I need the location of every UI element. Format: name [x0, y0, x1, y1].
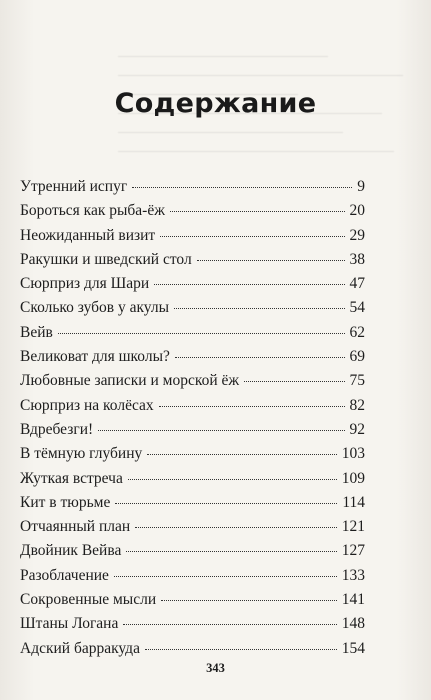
dot-leader: [159, 406, 345, 407]
toc-entry-title: Сколько зубов у акулы: [20, 299, 170, 317]
toc-entry: [20, 445, 365, 469]
toc-entry-title: Ракушки и шведский стол: [20, 250, 192, 268]
toc-entry-page: 133: [341, 566, 365, 584]
dot-leader: [174, 308, 344, 309]
toc-entry-title: Вейв: [20, 323, 53, 341]
toc-entry-title: Жуткая встреча: [20, 469, 123, 487]
toc-entry-page: 114: [342, 493, 365, 511]
table-of-contents: [20, 178, 365, 664]
toc-entry-page: 62: [349, 323, 365, 341]
toc-entry: [20, 421, 365, 445]
toc-entry: [20, 615, 365, 639]
toc-entry-page: 148: [341, 615, 365, 633]
toc-entry-title: Адский барракуда: [20, 639, 140, 657]
toc-entry-page: 127: [341, 542, 365, 560]
toc-entry-page: 54: [349, 299, 365, 317]
toc-entry: [20, 178, 365, 202]
toc-entry-title: Двойник Вейва: [20, 542, 122, 560]
toc-entry-page: 47: [349, 275, 365, 293]
toc-entry-page: 92: [349, 420, 365, 438]
toc-entry-title: Штаны Логана: [20, 615, 119, 633]
toc-entry: [20, 251, 365, 275]
toc-entry-title: Великоват для школы?: [20, 348, 170, 366]
dot-leader: [135, 527, 337, 528]
dot-leader: [114, 576, 337, 577]
dot-leader: [126, 551, 336, 552]
dot-leader: [197, 260, 345, 261]
toc-entry-title: Отчаянный план: [20, 518, 131, 536]
toc-entry-title: Кит в тюрьме: [20, 493, 111, 511]
dot-leader: [244, 381, 344, 382]
toc-entry-page: 121: [341, 518, 365, 536]
toc-entry: [20, 202, 365, 226]
dot-leader: [175, 357, 345, 358]
toc-entry-title: Неожиданный визит: [20, 226, 156, 244]
toc-entry-title: В тёмную глубину: [20, 445, 143, 463]
toc-entry: [20, 494, 365, 518]
dot-leader: [115, 503, 337, 504]
toc-entry: [20, 567, 365, 591]
toc-entry-page: 38: [349, 250, 365, 268]
toc-entry-page: 141: [341, 591, 365, 609]
dot-leader: [154, 284, 344, 285]
toc-entry-title: Сюрприз для Шари: [20, 275, 150, 293]
toc-entry-title: Утренний испуг: [20, 178, 128, 195]
toc-entry-title: Сокровенные мысли: [20, 591, 157, 609]
toc-entry-page: 69: [349, 348, 365, 366]
toc-entry: [20, 227, 365, 251]
toc-entry-page: 9: [357, 178, 365, 195]
dot-leader: [58, 333, 345, 334]
toc-entry: [20, 470, 365, 494]
page-title: Содержание: [114, 88, 317, 119]
dot-leader: [128, 479, 337, 480]
dot-leader: [145, 649, 337, 650]
toc-entry-page: 29: [349, 226, 365, 244]
toc-entry: [20, 299, 365, 323]
toc-entry-title: Любовные записки и морской ёж: [20, 372, 240, 390]
toc-entry-title: Сюрприз на колёсах: [20, 396, 154, 414]
dot-leader: [147, 454, 336, 455]
dot-leader: [132, 187, 352, 188]
toc-entry-page: 154: [341, 639, 365, 657]
toc-entry: [20, 591, 365, 615]
toc-entry-page: 82: [349, 396, 365, 414]
page-number: 343: [206, 661, 225, 675]
toc-entry: [20, 397, 365, 421]
toc-entry-title: Бороться как рыба-ёж: [20, 202, 165, 220]
toc-entry: [20, 324, 365, 348]
dot-leader: [161, 600, 337, 601]
toc-entry-page: 20: [349, 202, 365, 220]
toc-entry-page: 75: [349, 372, 365, 390]
toc-entry-page: 109: [341, 469, 365, 487]
toc-entry-title: Разоблачение: [20, 566, 109, 584]
toc-entry-title: Вдребезги!: [20, 420, 94, 438]
toc-entry: [20, 518, 365, 542]
toc-entry: [20, 348, 365, 372]
dot-leader: [160, 236, 344, 237]
dot-leader: [98, 430, 344, 431]
toc-entry: [20, 542, 365, 566]
dot-leader: [170, 211, 345, 212]
toc-entry: [20, 372, 365, 396]
dot-leader: [123, 624, 336, 625]
toc-entry-page: 103: [341, 445, 365, 463]
toc-entry: [20, 275, 365, 299]
